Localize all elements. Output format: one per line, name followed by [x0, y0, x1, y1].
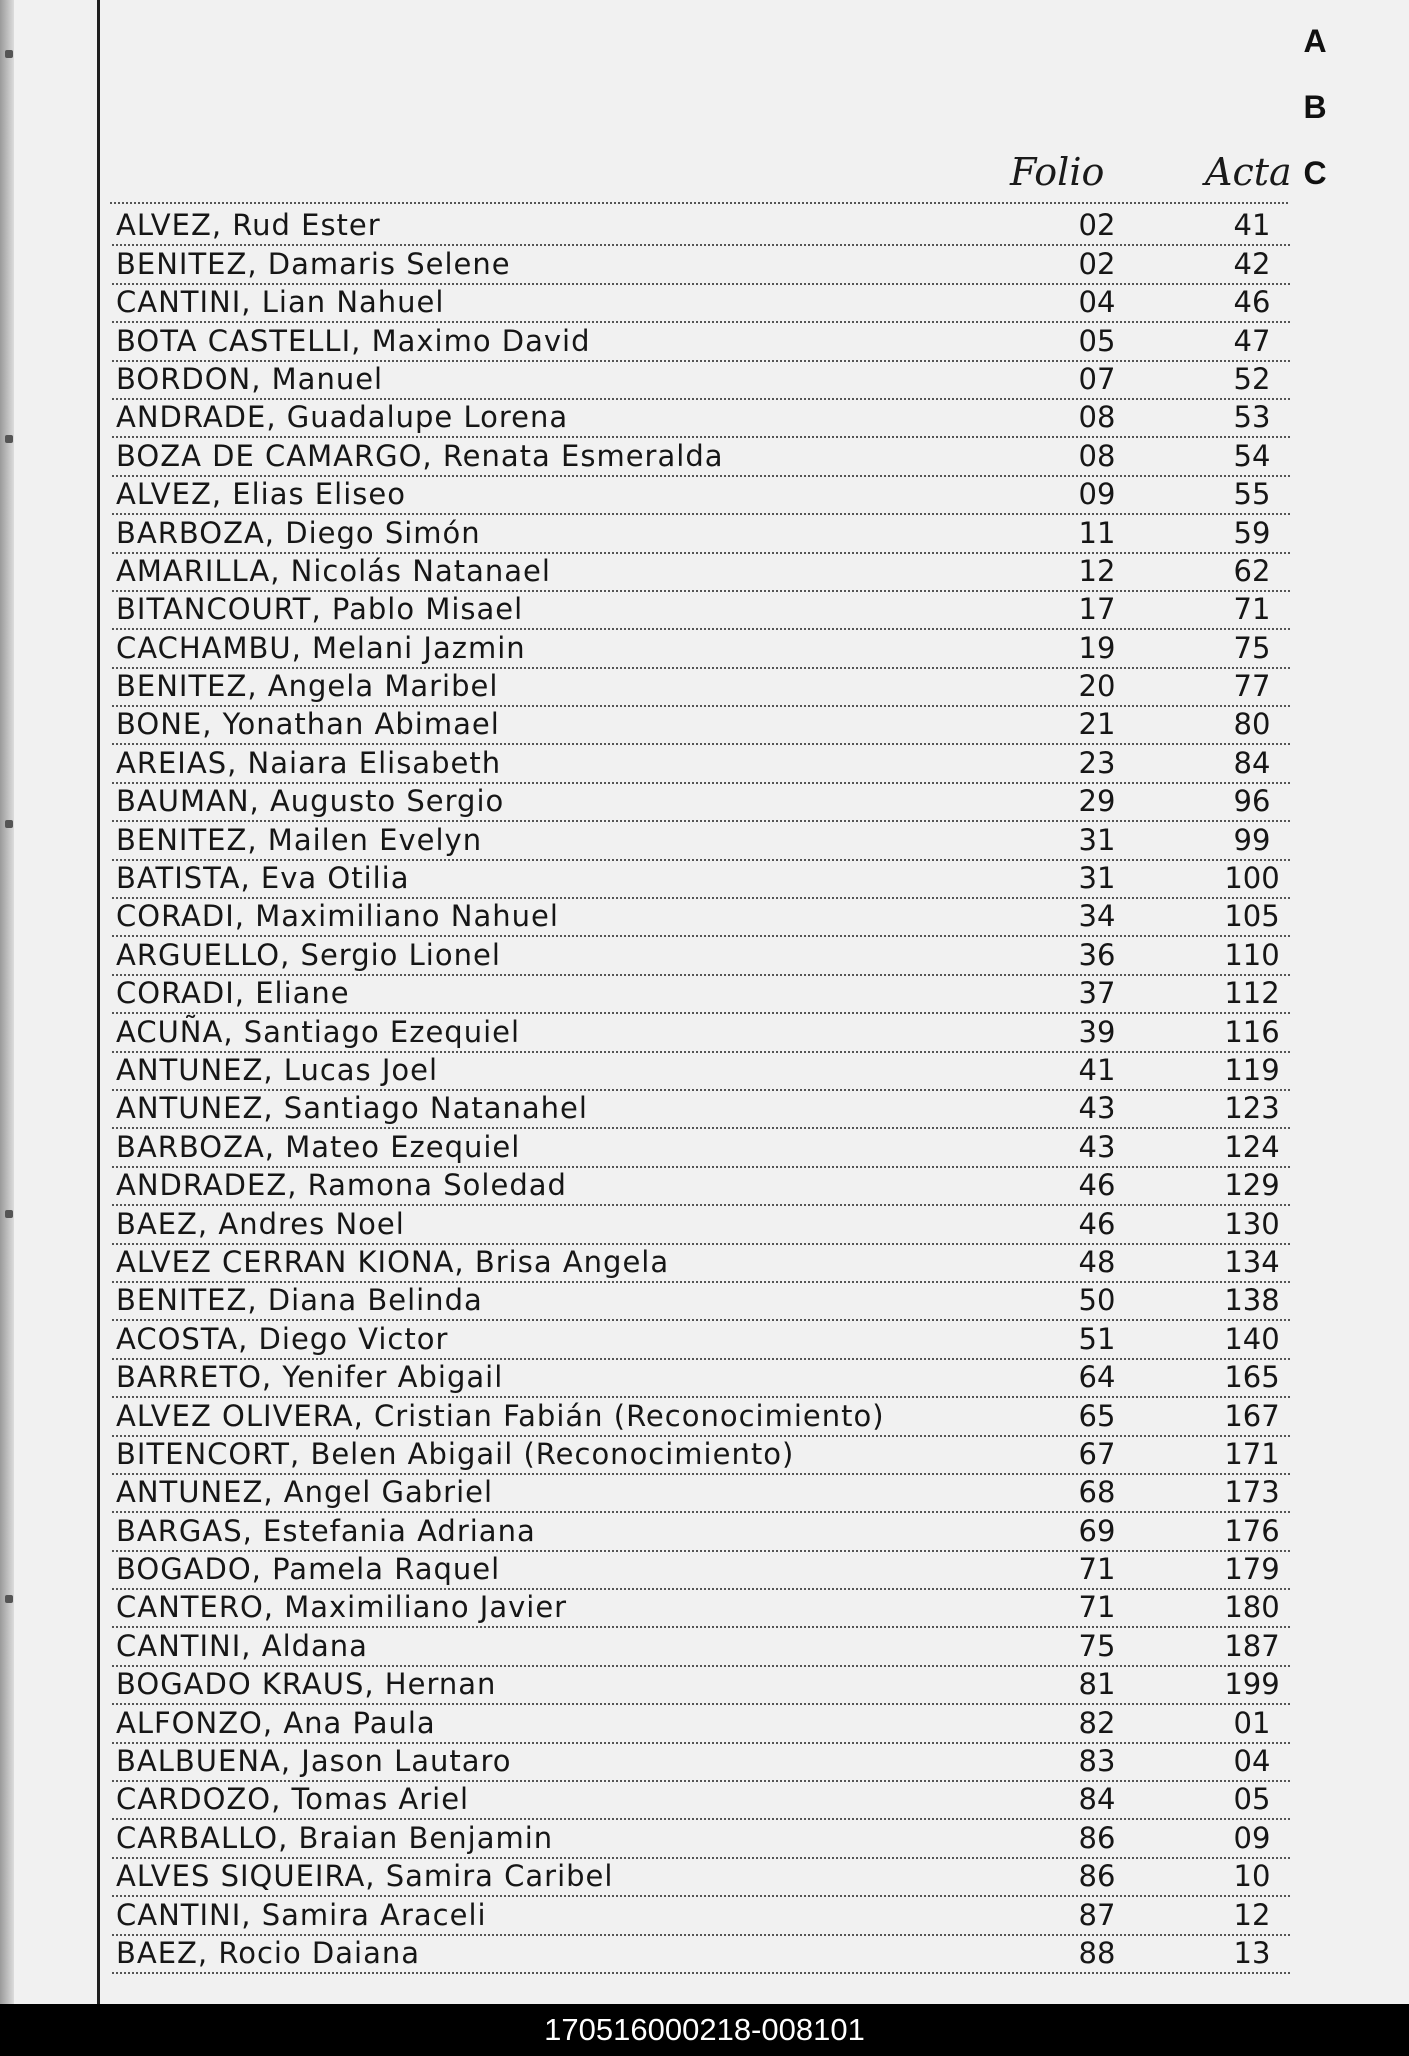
- entry-name: BITENCORT, Belen Abigail (Reconocimiento): [116, 1436, 795, 1471]
- header-rule: [110, 202, 1288, 204]
- entry-acta: 71: [1233, 592, 1271, 627]
- entry-acta: 176: [1224, 1513, 1280, 1548]
- entry-name: CARBALLO, Braian Benjamin: [116, 1820, 554, 1855]
- entry-folio: 86: [1078, 1820, 1116, 1855]
- entry-name: ALVES SIQUEIRA, Samira Caribel: [116, 1859, 614, 1894]
- list-item: [112, 515, 1290, 553]
- entry-acta: 75: [1233, 630, 1271, 665]
- entry-folio: 69: [1078, 1513, 1116, 1548]
- entry-name: BOZA DE CAMARGO, Renata Esmeralda: [116, 438, 724, 473]
- list-item: [112, 1628, 1290, 1666]
- list-item: [112, 1053, 1290, 1091]
- entry-acta: 99: [1233, 822, 1271, 857]
- entry-folio: 51: [1078, 1321, 1116, 1356]
- entry-acta: 123: [1224, 1091, 1280, 1126]
- entry-acta: 12: [1233, 1897, 1271, 1932]
- tab-letter-b: B: [1303, 89, 1327, 125]
- entry-folio: 09: [1078, 477, 1116, 512]
- entry-name: ALVEZ, Elias Eliseo: [116, 477, 406, 512]
- entry-name: CANTINI, Aldana: [116, 1628, 368, 1663]
- list-item: [112, 1552, 1290, 1590]
- list-item: [112, 1283, 1290, 1321]
- acta-header: Acta: [1205, 150, 1292, 194]
- entry-name: ALVEZ OLIVERA, Cristian Fabián (Reconocimiento): [116, 1398, 885, 1433]
- list-item: [112, 1475, 1290, 1513]
- tab-letter-c: C: [1303, 155, 1327, 191]
- entry-name: BITANCOURT, Pablo Misael: [116, 592, 524, 627]
- entry-acta: 10: [1233, 1859, 1271, 1894]
- entry-acta: 84: [1233, 745, 1271, 780]
- document-code: 170516000218-008101: [544, 2012, 865, 2047]
- folio-header: Folio: [1010, 150, 1105, 194]
- list-item: [112, 438, 1290, 476]
- entry-acta: 140: [1224, 1321, 1280, 1356]
- entry-acta: 04: [1233, 1744, 1271, 1779]
- entry-folio: 19: [1078, 630, 1116, 665]
- entry-folio: 20: [1078, 669, 1116, 704]
- entry-acta: 119: [1224, 1052, 1280, 1087]
- entry-acta: 59: [1233, 515, 1271, 550]
- entry-name: ARGUELLO, Sergio Lionel: [116, 937, 501, 972]
- margin-line: [97, 0, 100, 2004]
- entry-name: BOGADO KRAUS, Hernan: [116, 1667, 497, 1702]
- list-item: [112, 745, 1290, 783]
- list-item: [112, 937, 1290, 975]
- entry-acta: 173: [1224, 1475, 1280, 1510]
- list-item: [112, 1936, 1290, 1974]
- list-item: [112, 1437, 1290, 1475]
- entry-acta: 05: [1233, 1782, 1271, 1817]
- entry-acta: 01: [1233, 1705, 1271, 1740]
- entry-folio: 04: [1078, 285, 1116, 320]
- entry-acta: 116: [1224, 1014, 1280, 1049]
- entry-name: CARDOZO, Tomas Ariel: [116, 1782, 470, 1817]
- entry-name: BATISTA, Eva Otilia: [116, 861, 410, 896]
- entry-acta: 167: [1224, 1398, 1280, 1433]
- list-item: [112, 630, 1290, 668]
- entry-acta: 42: [1233, 246, 1271, 281]
- entry-name: BARRETO, Yenifer Abigail: [116, 1360, 504, 1395]
- list-item: [112, 477, 1290, 515]
- entry-folio: 83: [1078, 1744, 1116, 1779]
- tab-letter-a: A: [1303, 23, 1327, 59]
- list-item: [112, 1820, 1290, 1858]
- entry-name: CANTINI, Samira Araceli: [116, 1897, 487, 1932]
- entry-folio: 87: [1078, 1897, 1116, 1932]
- entry-folio: 11: [1078, 515, 1116, 550]
- list-item: [112, 861, 1290, 899]
- list-item: [112, 1859, 1290, 1897]
- entry-name: ANDRADEZ, Ramona Soledad: [116, 1168, 567, 1203]
- entry-folio: 39: [1078, 1014, 1116, 1049]
- entry-name: CANTINI, Lian Nahuel: [116, 285, 445, 320]
- entry-name: BENITEZ, Diana Belinda: [116, 1283, 483, 1318]
- entry-folio: 31: [1078, 861, 1116, 896]
- entry-name: AREIAS, Naiara Elisabeth: [116, 745, 502, 780]
- entry-name: ANTUNEZ, Santiago Natanahel: [116, 1091, 588, 1126]
- entry-acta: 47: [1233, 323, 1271, 358]
- entry-name: ANTUNEZ, Lucas Joel: [116, 1052, 439, 1087]
- entry-acta: 112: [1224, 976, 1280, 1011]
- entry-name: CORADI, Maximiliano Nahuel: [116, 899, 559, 934]
- entry-acta: 138: [1224, 1283, 1280, 1318]
- list-item: [112, 1513, 1290, 1551]
- entry-folio: 43: [1078, 1091, 1116, 1126]
- entry-acta: 13: [1233, 1935, 1271, 1970]
- list-item: [112, 323, 1290, 361]
- entry-name: BENITEZ, Angela Maribel: [116, 669, 499, 704]
- list-item: [112, 1014, 1290, 1052]
- list-item: [112, 1129, 1290, 1167]
- entry-acta: 105: [1224, 899, 1280, 934]
- entry-name: BONE, Yonathan Abimael: [116, 707, 500, 742]
- entry-acta: 55: [1233, 477, 1271, 512]
- list-item: [112, 208, 1290, 246]
- entry-folio: 88: [1078, 1935, 1116, 1970]
- entry-folio: 71: [1078, 1590, 1116, 1625]
- column-headers: [1010, 150, 1300, 202]
- list-item: [112, 592, 1290, 630]
- entry-folio: 50: [1078, 1283, 1116, 1318]
- entry-folio: 46: [1078, 1206, 1116, 1241]
- list-item: [112, 554, 1290, 592]
- entry-folio: 81: [1078, 1667, 1116, 1702]
- entry-name: CACHAMBU, Melani Jazmin: [116, 630, 526, 665]
- entry-name: BAUMAN, Augusto Sergio: [116, 784, 505, 819]
- list-item: [112, 1091, 1290, 1129]
- entry-name: AMARILLA, Nicolás Natanael: [116, 553, 551, 588]
- entry-folio: 21: [1078, 707, 1116, 742]
- entry-folio: 65: [1078, 1398, 1116, 1433]
- list-item: [112, 707, 1290, 745]
- entry-folio: 68: [1078, 1475, 1116, 1510]
- entry-acta: 179: [1224, 1552, 1280, 1587]
- entry-name: ALVEZ CERRAN KIONA, Brisa Angela: [116, 1244, 670, 1279]
- list-item: [112, 784, 1290, 822]
- list-item: [112, 1206, 1290, 1244]
- entry-name: BARBOZA, Diego Simón: [116, 515, 481, 550]
- list-item: [112, 400, 1290, 438]
- list-item: [112, 246, 1290, 284]
- entry-acta: 54: [1233, 438, 1271, 473]
- entry-name: BARBOZA, Mateo Ezequiel: [116, 1129, 521, 1164]
- entry-acta: 80: [1233, 707, 1271, 742]
- list-item: [112, 899, 1290, 937]
- entry-folio: 37: [1078, 976, 1116, 1011]
- entry-name: BOGADO, Pamela Raquel: [116, 1552, 501, 1587]
- entry-folio: 02: [1078, 208, 1116, 243]
- entry-folio: 36: [1078, 937, 1116, 972]
- entry-folio: 34: [1078, 899, 1116, 934]
- entry-acta: 134: [1224, 1244, 1280, 1279]
- entry-acta: 129: [1224, 1168, 1280, 1203]
- list-item: [112, 1245, 1290, 1283]
- entry-acta: 130: [1224, 1206, 1280, 1241]
- entry-name: ACUÑA, Santiago Ezequiel: [116, 1014, 521, 1049]
- entry-acta: 110: [1224, 937, 1280, 972]
- list-item: [112, 1705, 1290, 1743]
- entry-folio: 08: [1078, 438, 1116, 473]
- entry-name: BORDON, Manuel: [116, 361, 384, 396]
- entry-folio: 17: [1078, 592, 1116, 627]
- entry-name: ALVEZ, Rud Ester: [116, 208, 381, 243]
- entry-folio: 75: [1078, 1628, 1116, 1663]
- entry-folio: 64: [1078, 1360, 1116, 1395]
- list-item: [112, 1590, 1290, 1628]
- entry-folio: 29: [1078, 784, 1116, 819]
- entry-acta: 100: [1224, 861, 1280, 896]
- list-item: [112, 285, 1290, 323]
- entry-folio: 67: [1078, 1436, 1116, 1471]
- list-item: [112, 1360, 1290, 1398]
- entry-acta: 187: [1224, 1628, 1280, 1663]
- entry-folio: 71: [1078, 1552, 1116, 1587]
- list-item: [112, 1782, 1290, 1820]
- entry-name: BENITEZ, Damaris Selene: [116, 246, 511, 281]
- entry-acta: 199: [1224, 1667, 1280, 1702]
- entry-acta: 41: [1233, 208, 1271, 243]
- entry-folio: 82: [1078, 1705, 1116, 1740]
- list-item: [112, 669, 1290, 707]
- entry-name: ANDRADE, Guadalupe Lorena: [116, 400, 569, 435]
- list-item: [112, 1168, 1290, 1206]
- entry-acta: 53: [1233, 400, 1271, 435]
- list-item: [112, 362, 1290, 400]
- entry-folio: 84: [1078, 1782, 1116, 1817]
- entry-folio: 02: [1078, 246, 1116, 281]
- entry-acta: 52: [1233, 361, 1271, 396]
- entry-folio: 41: [1078, 1052, 1116, 1087]
- entry-name: CANTERO, Maximiliano Javier: [116, 1590, 568, 1625]
- entry-folio: 08: [1078, 400, 1116, 435]
- binding-holes: [0, 0, 14, 2004]
- list-item: [112, 1667, 1290, 1705]
- list-item: [112, 1897, 1290, 1935]
- entry-name: BALBUENA, Jason Lautaro: [116, 1744, 512, 1779]
- list-item: [112, 1398, 1290, 1436]
- entry-list: [112, 208, 1290, 1974]
- entry-folio: 31: [1078, 822, 1116, 857]
- entry-name: ACOSTA, Diego Victor: [116, 1321, 449, 1356]
- list-item: [112, 1744, 1290, 1782]
- list-item: [112, 1321, 1290, 1359]
- entry-acta: 77: [1233, 669, 1271, 704]
- entry-acta: 180: [1224, 1590, 1280, 1625]
- entry-acta: 96: [1233, 784, 1271, 819]
- entry-folio: 07: [1078, 361, 1116, 396]
- entry-folio: 05: [1078, 323, 1116, 358]
- entry-name: ALFONZO, Ana Paula: [116, 1705, 436, 1740]
- scan-footer: [0, 2004, 1409, 2056]
- entry-acta: 165: [1224, 1360, 1280, 1395]
- entry-name: BENITEZ, Mailen Evelyn: [116, 822, 483, 857]
- entry-acta: 124: [1224, 1129, 1280, 1164]
- entry-name: BAEZ, Andres Noel: [116, 1206, 405, 1241]
- entry-folio: 46: [1078, 1168, 1116, 1203]
- entry-acta: 46: [1233, 285, 1271, 320]
- entry-acta: 09: [1233, 1820, 1271, 1855]
- entry-folio: 23: [1078, 745, 1116, 780]
- entry-folio: 43: [1078, 1129, 1116, 1164]
- entry-name: ANTUNEZ, Angel Gabriel: [116, 1475, 494, 1510]
- entry-folio: 12: [1078, 553, 1116, 588]
- entry-acta: 171: [1224, 1436, 1280, 1471]
- entry-acta: 62: [1233, 553, 1271, 588]
- entry-name: BOTA CASTELLI, Maximo David: [116, 323, 591, 358]
- list-item: [112, 822, 1290, 860]
- entry-name: CORADI, Eliane: [116, 976, 350, 1011]
- list-item: [112, 976, 1290, 1014]
- entry-name: BAEZ, Rocio Daiana: [116, 1935, 420, 1970]
- entry-name: BARGAS, Estefania Adriana: [116, 1513, 536, 1548]
- entry-folio: 48: [1078, 1244, 1116, 1279]
- entry-folio: 86: [1078, 1859, 1116, 1894]
